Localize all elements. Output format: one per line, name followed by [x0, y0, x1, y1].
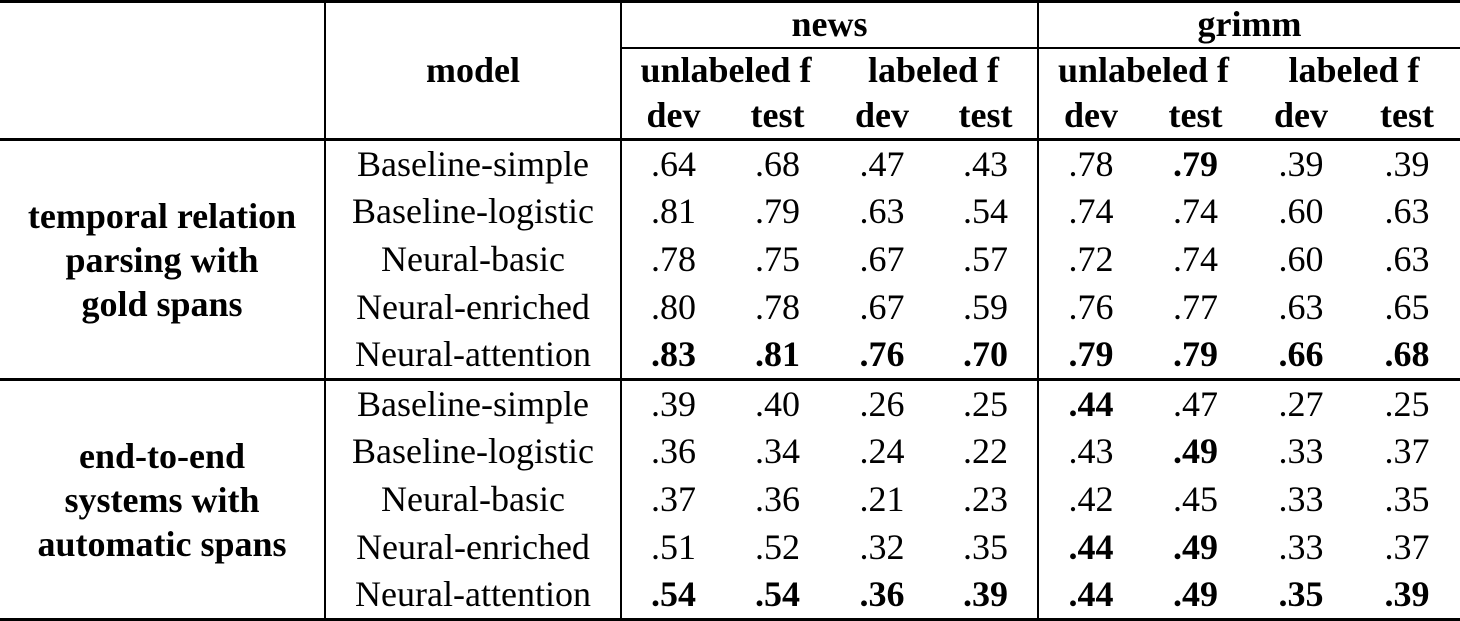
value-cell: .35: [1384, 478, 1430, 519]
section-label-line: systems with: [64, 479, 260, 520]
section-label-automatic-spans: [0, 380, 325, 620]
value-cell: .54: [934, 188, 1038, 236]
model-cell: Neural-enriched: [325, 284, 621, 332]
value-cell: .66: [1248, 332, 1354, 380]
value-cell: .79: [1173, 143, 1219, 184]
value-cell: .39: [651, 383, 696, 424]
value-cell: .44: [1068, 383, 1114, 424]
value-cell: .68: [1354, 332, 1460, 380]
model-cell: Neural-basic: [325, 236, 621, 284]
value-cell: .78: [755, 286, 800, 327]
value-cell: .83: [621, 332, 725, 380]
model-cell: Baseline-simple: [325, 380, 621, 428]
news-labeled-f-header: labeled f: [830, 48, 1038, 94]
value-cell: .47: [859, 143, 905, 184]
corner-cell: [0, 2, 325, 140]
value-cell: .25: [934, 380, 1038, 428]
value-cell: .39: [1384, 574, 1430, 615]
value-cell: .63: [1384, 238, 1430, 279]
value-cell: .60: [1278, 238, 1324, 279]
grimm-labeled-test-header: test: [1354, 94, 1460, 140]
value-cell: .54: [755, 574, 800, 615]
news-unlabeled-test-header: test: [725, 94, 830, 140]
model-cell: Neural-enriched: [325, 524, 621, 572]
value-cell: .35: [934, 524, 1038, 572]
model-column-header: model: [325, 2, 621, 140]
value-cell: .52: [755, 526, 800, 567]
value-cell: .39: [1278, 143, 1324, 184]
value-cell: .33: [1278, 478, 1324, 519]
value-cell: .59: [934, 284, 1038, 332]
value-cell: .22: [934, 428, 1038, 476]
value-cell: .54: [651, 574, 696, 615]
section-automatic-spans: [0, 380, 1460, 620]
value-cell: .74: [1068, 190, 1114, 231]
value-cell: .80: [651, 286, 696, 327]
news-labeled-dev-header: dev: [830, 94, 934, 140]
value-cell: .78: [651, 238, 696, 279]
value-cell: .33: [1278, 430, 1324, 471]
value-cell: .37: [1384, 430, 1430, 471]
section-label-line: automatic spans: [37, 523, 287, 564]
value-cell: .49: [1173, 526, 1219, 567]
value-cell: .26: [859, 383, 905, 424]
news-unlabeled-f-header: unlabeled f: [640, 50, 812, 91]
value-cell: .78: [1068, 143, 1114, 184]
value-cell: .79: [755, 190, 800, 231]
value-cell: .37: [651, 478, 696, 519]
grimm-labeled-f-header: labeled f: [1288, 50, 1420, 91]
model-cell: Baseline-logistic: [325, 428, 621, 476]
section-gold-spans: [0, 140, 1460, 380]
model-cell: Baseline-logistic: [325, 188, 621, 236]
value-cell: .60: [1278, 190, 1324, 231]
model-cell: Neural-attention: [325, 332, 621, 380]
value-cell: .47: [1173, 383, 1219, 424]
value-cell: .67: [859, 286, 905, 327]
section-label-line: temporal relation: [27, 195, 297, 236]
value-cell: .70: [934, 332, 1038, 380]
value-cell: .36: [651, 430, 696, 471]
grimm-unlabeled-dev-header: dev: [1038, 94, 1143, 140]
value-cell: .79: [1143, 332, 1248, 380]
model-cell: Baseline-simple: [325, 140, 621, 188]
value-cell: .65: [1384, 286, 1430, 327]
value-cell: .44: [1068, 574, 1114, 615]
news-unlabeled-dev-header: dev: [621, 94, 725, 140]
table-row: [0, 380, 1460, 428]
value-cell: .23: [934, 476, 1038, 524]
value-cell: .64: [651, 143, 696, 184]
value-cell: .67: [859, 238, 905, 279]
news-labeled-test-header: test: [934, 94, 1038, 140]
value-cell: .49: [1173, 430, 1219, 471]
value-cell: .74: [1173, 190, 1219, 231]
value-cell: .32: [859, 526, 905, 567]
column-group-news: news: [621, 2, 1038, 48]
value-cell: .75: [755, 238, 800, 279]
value-cell: .37: [1384, 526, 1430, 567]
value-cell: .57: [934, 236, 1038, 284]
value-cell: .27: [1278, 383, 1324, 424]
grimm-unlabeled-test-header: test: [1143, 94, 1248, 140]
value-cell: .81: [725, 332, 830, 380]
section-label-line: end-to-end: [78, 435, 245, 476]
value-cell: .68: [755, 143, 800, 184]
value-cell: .39: [934, 572, 1038, 620]
table-header: [0, 2, 1460, 140]
value-cell: .33: [1278, 526, 1324, 567]
value-cell: .51: [651, 526, 696, 567]
value-cell: .40: [755, 383, 800, 424]
grimm-labeled-dev-header: dev: [1248, 94, 1354, 140]
value-cell: .21: [859, 478, 905, 519]
value-cell: .44: [1068, 526, 1114, 567]
value-cell: .45: [1173, 478, 1219, 519]
value-cell: .63: [859, 190, 905, 231]
grimm-unlabeled-f-header: unlabeled f: [1057, 50, 1230, 91]
value-cell: .34: [755, 430, 800, 471]
value-cell: .81: [651, 190, 696, 231]
value-cell: .72: [1068, 238, 1114, 279]
value-cell: .39: [1384, 143, 1430, 184]
value-cell: .24: [859, 430, 905, 471]
value-cell: .74: [1173, 238, 1219, 279]
value-cell: .63: [1384, 190, 1430, 231]
value-cell: .49: [1173, 574, 1219, 615]
model-cell: Neural-attention: [325, 572, 621, 620]
column-group-grimm: grimm: [1038, 2, 1460, 48]
value-cell: .43: [934, 140, 1038, 188]
value-cell: .36: [859, 574, 905, 615]
value-cell: .76: [1068, 286, 1114, 327]
value-cell: .43: [1068, 430, 1114, 471]
value-cell: .42: [1068, 478, 1114, 519]
value-cell: .76: [830, 332, 934, 380]
value-cell: .63: [1278, 286, 1324, 327]
value-cell: .36: [755, 478, 800, 519]
value-cell: .77: [1173, 286, 1219, 327]
section-label-gold-spans: [0, 140, 325, 380]
section-label-line: gold spans: [81, 283, 243, 324]
value-cell: .25: [1384, 383, 1430, 424]
model-cell: Neural-basic: [325, 476, 621, 524]
value-cell: .35: [1278, 574, 1324, 615]
value-cell: .79: [1038, 332, 1143, 380]
section-label-line: parsing with: [65, 239, 259, 280]
table-row: [0, 140, 1460, 188]
group-header-row: [0, 2, 1460, 48]
